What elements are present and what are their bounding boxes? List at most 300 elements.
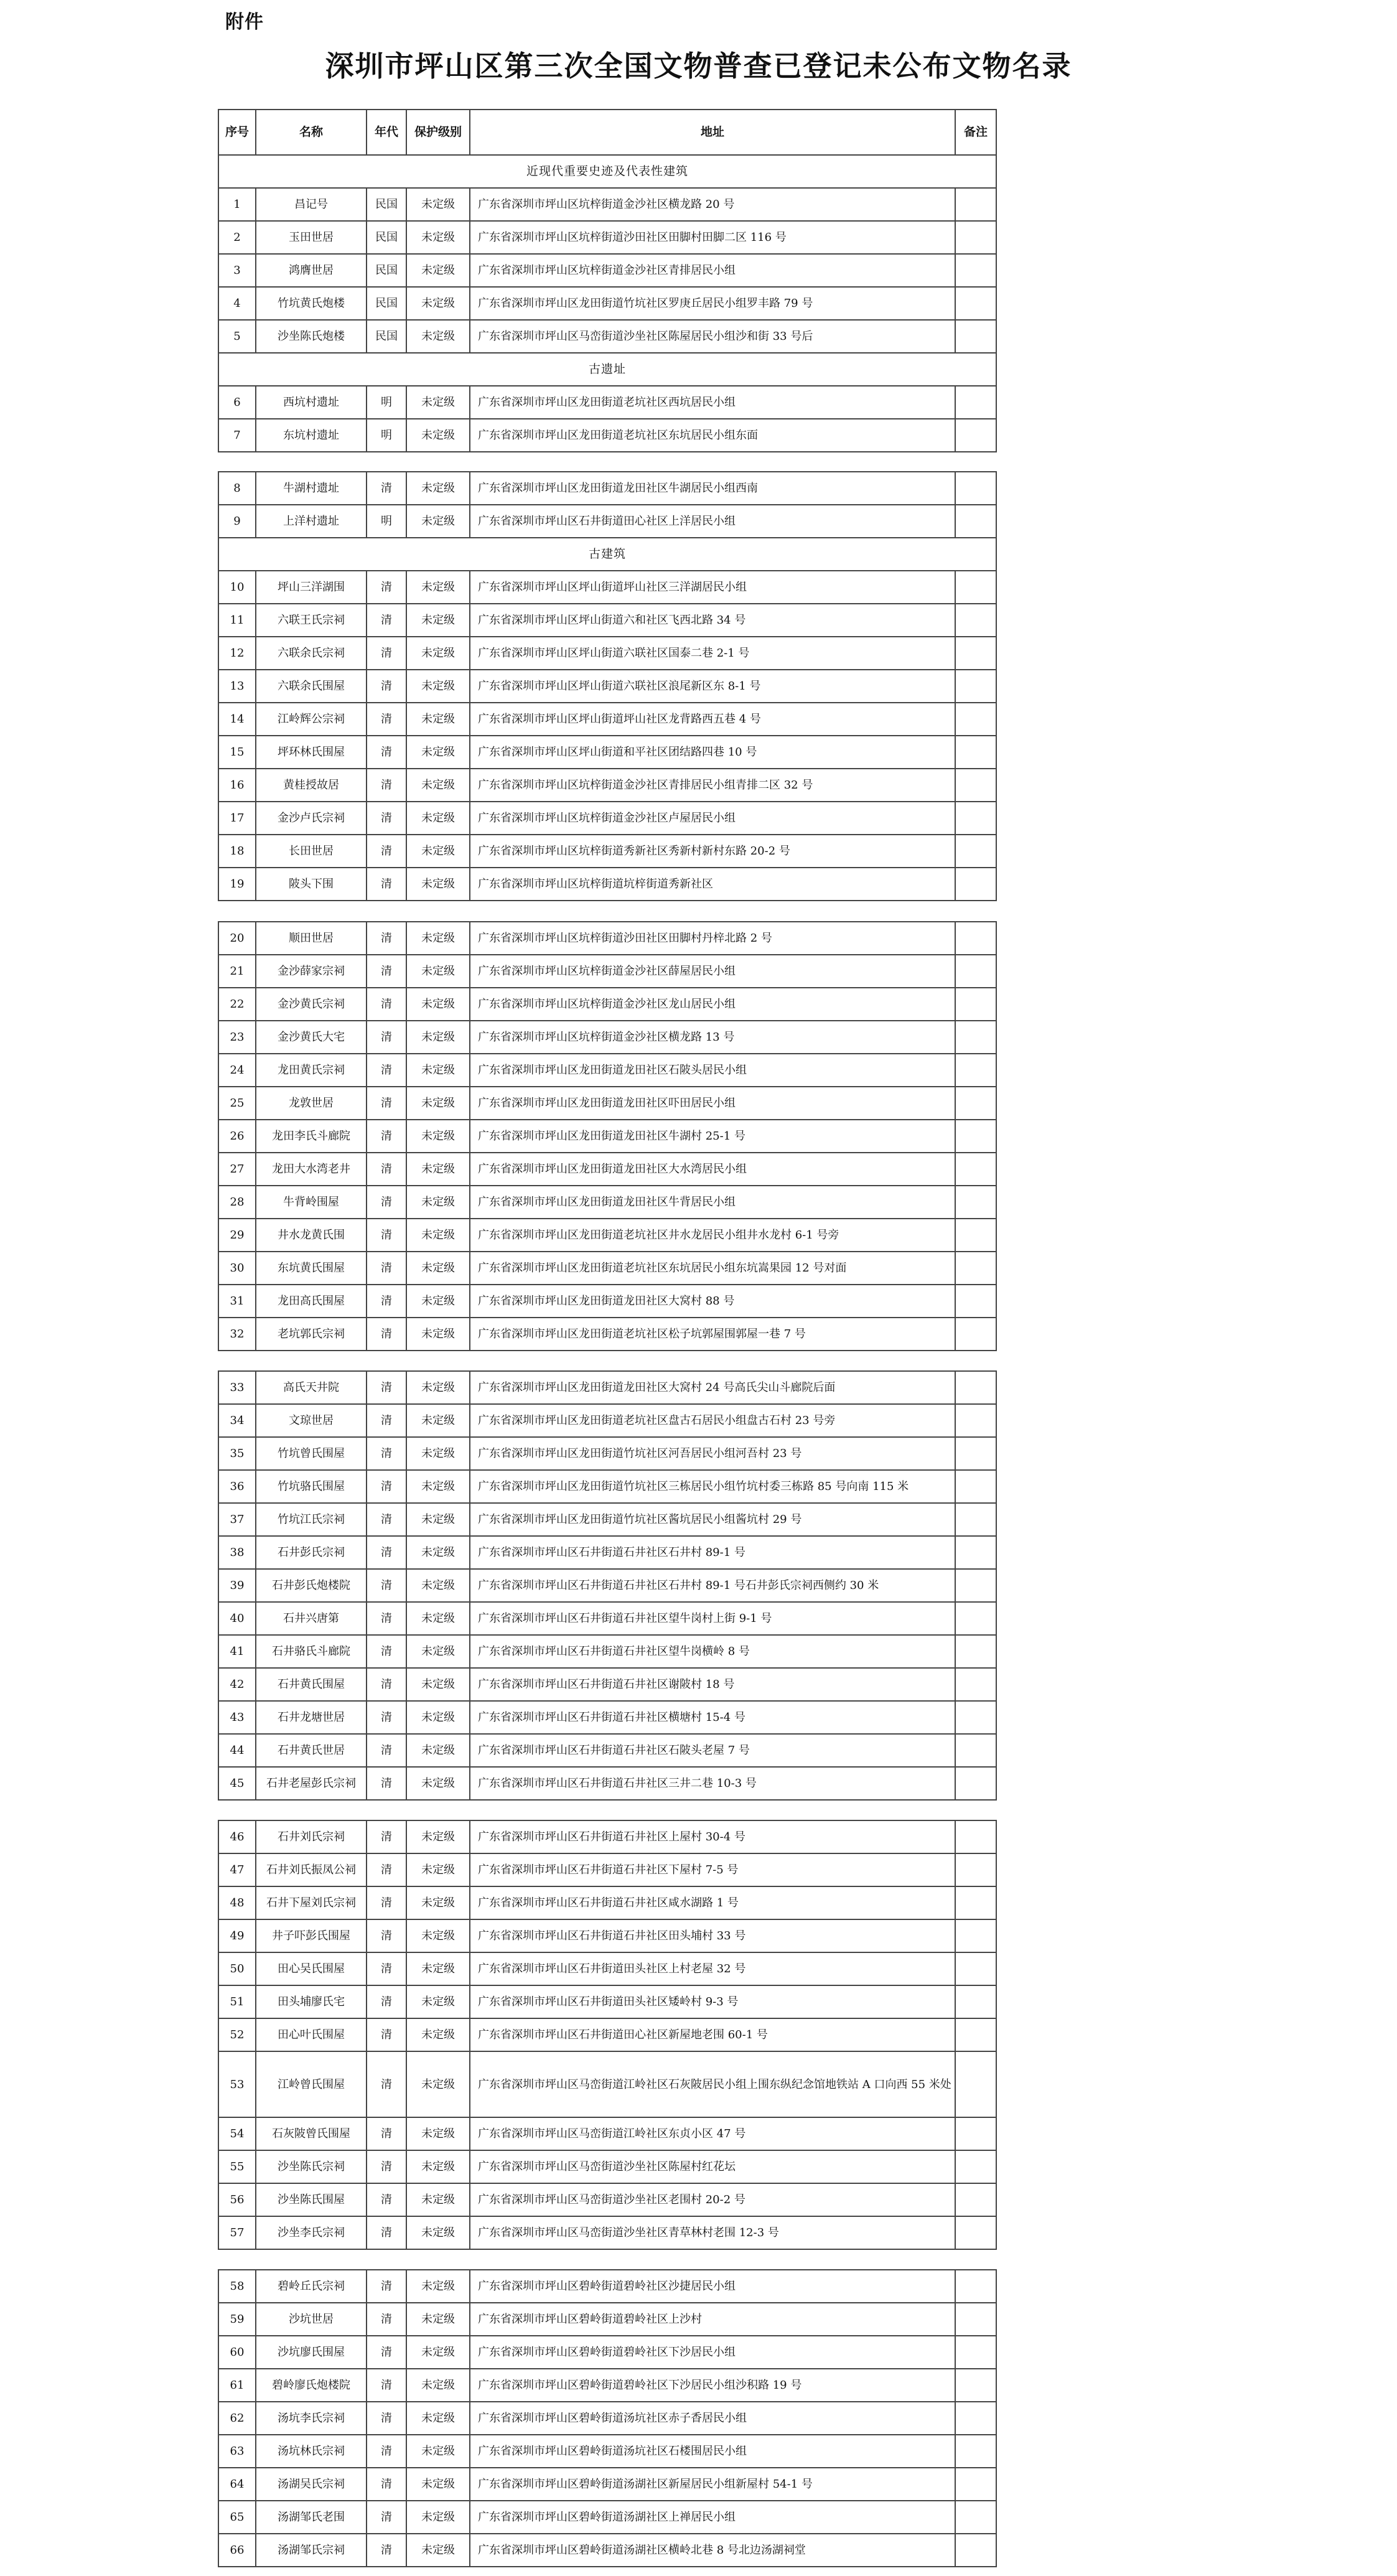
cell-no: 35 [218,1437,256,1470]
cell-remark [955,703,996,736]
cell-address: 广东省深圳市坪山区龙田街道龙田社区吓田居民小组 [470,1087,955,1120]
cell-remark [955,604,996,637]
cell-era: 清 [367,637,406,670]
table-row [218,419,996,452]
cell-name: 江岭曾氏围屋 [256,2051,367,2117]
table-row [218,703,996,736]
cell-name: 石井刘氏振凤公祠 [256,1853,367,1886]
cell-level: 未定级 [406,802,470,835]
cell-level: 未定级 [406,287,470,320]
cell-address: 广东省深圳市坪山区碧岭街道汤湖社区横岭北巷 8 号北边汤湖祠堂 [470,2534,955,2567]
cell-level: 未定级 [406,1404,470,1437]
cell-level: 未定级 [406,703,470,736]
cell-remark [955,221,996,254]
cell-level: 未定级 [406,505,470,538]
table-row [218,2183,996,2216]
cell-level: 未定级 [406,1087,470,1120]
cell-remark [955,1437,996,1470]
cell-level: 未定级 [406,1853,470,1886]
cell-address: 广东省深圳市坪山区碧岭街道汤坑社区石楼围居民小组 [470,2435,955,2468]
table-row [218,1569,996,1602]
cell-remark [955,637,996,670]
cell-remark [955,988,996,1021]
cell-name: 牛湖村遗址 [256,472,367,505]
cell-level: 未定级 [406,1503,470,1536]
cell-no: 22 [218,988,256,1021]
cell-name: 沙坐陈氏围屋 [256,2183,367,2216]
header-name: 名称 [256,110,367,155]
cell-level: 未定级 [406,2117,470,2150]
cell-address: 广东省深圳市坪山区石井街道石井社区石陂头老屋 7 号 [470,1734,955,1767]
cell-era: 清 [367,1919,406,1952]
table-row [218,2216,996,2249]
cell-address: 广东省深圳市坪山区龙田街道竹坑社区河吾居民小组河吾村 23 号 [470,1437,955,1470]
cell-address: 广东省深圳市坪山区石井街道石井社区田头埔村 33 号 [470,1919,955,1952]
cell-name: 汤坑李氏宗祠 [256,2402,367,2435]
cell-level: 未定级 [406,2435,470,2468]
cell-no: 3 [218,254,256,287]
cell-name: 汤湖邹氏宗祠 [256,2534,367,2567]
cell-address: 广东省深圳市坪山区石井街道石井社区望牛岗村上街 9-1 号 [470,1602,955,1635]
cell-name: 鸿膺世居 [256,254,367,287]
cell-no: 50 [218,1952,256,1985]
cell-no: 25 [218,1087,256,1120]
table-row [218,1186,996,1219]
cell-name: 东坑黄氏围屋 [256,1252,367,1285]
cell-no: 61 [218,2369,256,2402]
cell-remark [955,1985,996,2018]
cell-address: 广东省深圳市坪山区碧岭街道汤坑社区赤子香居民小组 [470,2402,955,2435]
cell-no: 64 [218,2468,256,2501]
cell-name: 金沙卢氏宗祠 [256,802,367,835]
cell-no: 5 [218,320,256,353]
cell-address: 广东省深圳市坪山区坪山街道六联社区国泰二巷 2-1 号 [470,637,955,670]
cell-name: 六联王氏宗祠 [256,604,367,637]
cell-level: 未定级 [406,2018,470,2051]
cell-era: 清 [367,2051,406,2117]
cell-no: 13 [218,670,256,703]
cell-level: 未定级 [406,2183,470,2216]
cell-level: 未定级 [406,1437,470,1470]
cell-address: 广东省深圳市坪山区坑梓街道金沙社区青排居民小组 [470,254,955,287]
cell-name: 沙坐陈氏炮楼 [256,320,367,353]
table-row [218,1536,996,1569]
cell-era: 清 [367,1153,406,1186]
cell-era: 清 [367,988,406,1021]
cell-no: 16 [218,769,256,802]
cell-remark [955,1602,996,1635]
cell-era: 清 [367,1470,406,1503]
cell-remark [955,2468,996,2501]
cell-era: 清 [367,2183,406,2216]
cell-no: 19 [218,868,256,901]
cell-name: 龙田黄氏宗祠 [256,1054,367,1087]
cell-level: 未定级 [406,955,470,988]
cell-address: 广东省深圳市坪山区坑梓街道金沙社区薛屋居民小组 [470,955,955,988]
cell-address: 广东省深圳市坪山区石井街道田心社区新屋地老围 60-1 号 [470,2018,955,2051]
section-row [218,538,996,571]
cell-no: 56 [218,2183,256,2216]
cell-address: 广东省深圳市坪山区龙田街道龙田社区牛背居民小组 [470,1186,955,1219]
cell-era: 清 [367,1734,406,1767]
table-row [218,287,996,320]
table-row [218,2402,996,2435]
header-no: 序号 [218,110,256,155]
cell-remark [955,1635,996,1668]
cell-address: 广东省深圳市坪山区坑梓街道金沙社区青排居民小组青排二区 32 号 [470,769,955,802]
table-row [218,188,996,221]
cell-remark [955,472,996,505]
cell-remark [955,2018,996,2051]
cell-address: 广东省深圳市坪山区坑梓街道金沙社区横龙路 13 号 [470,1021,955,1054]
cell-era: 清 [367,769,406,802]
cell-address: 广东省深圳市坪山区龙田街道老坑社区东坑居民小组东坑嵩果园 12 号对面 [470,1252,955,1285]
cell-level: 未定级 [406,2150,470,2183]
cell-name: 老坑郭氏宗祠 [256,1318,367,1351]
cell-name: 田心吴氏围屋 [256,1952,367,1985]
cell-era: 清 [367,2534,406,2567]
cell-era: 清 [367,736,406,769]
cell-name: 昌记号 [256,188,367,221]
cell-no: 38 [218,1536,256,1569]
cell-level: 未定级 [406,2051,470,2117]
cell-address: 广东省深圳市坪山区马峦街道沙坐社区陈屋居民小组沙和街 33 号后 [470,320,955,353]
cell-address: 广东省深圳市坪山区碧岭街道碧岭社区下沙居民小组 [470,2336,955,2369]
cell-era: 清 [367,2270,406,2303]
cell-era: 清 [367,1252,406,1285]
table-row [218,1153,996,1186]
cell-no: 28 [218,1186,256,1219]
cell-address: 广东省深圳市坪山区龙田街道龙田社区石陂头居民小组 [470,1054,955,1087]
table-row [218,1120,996,1153]
cell-remark [955,802,996,835]
cell-no: 23 [218,1021,256,1054]
cell-era: 民国 [367,254,406,287]
cell-level: 未定级 [406,320,470,353]
cell-remark [955,320,996,353]
cell-level: 未定级 [406,1371,470,1404]
cell-no: 39 [218,1569,256,1602]
cell-name: 竹坑黄氏炮楼 [256,287,367,320]
cell-address: 广东省深圳市坪山区龙田街道龙田社区牛湖村 25-1 号 [470,1120,955,1153]
cell-level: 未定级 [406,1186,470,1219]
cell-level: 未定级 [406,604,470,637]
cell-level: 未定级 [406,1767,470,1800]
cell-level: 未定级 [406,221,470,254]
cell-name: 玉田世居 [256,221,367,254]
cell-name: 石井老屋彭氏宗祠 [256,1767,367,1800]
cell-address: 广东省深圳市坪山区坑梓街道金沙社区龙山居民小组 [470,988,955,1021]
cell-remark [955,1919,996,1952]
list-table-block [218,921,997,1351]
cell-no: 66 [218,2534,256,2567]
cell-no: 48 [218,1886,256,1919]
cell-no: 60 [218,2336,256,2369]
cell-address: 广东省深圳市坪山区马峦街道沙坐社区老围村 20-2 号 [470,2183,955,2216]
cell-name: 石井骆氏斗廊院 [256,1635,367,1668]
cell-address: 广东省深圳市坪山区龙田街道老坑社区松子坑郭屋围郭屋一巷 7 号 [470,1318,955,1351]
cell-remark [955,1120,996,1153]
table-row [218,386,996,419]
table-row [218,955,996,988]
cell-name: 上洋村遗址 [256,505,367,538]
cell-address: 广东省深圳市坪山区石井街道石井社区三井二巷 10-3 号 [470,1767,955,1800]
cell-name: 井水龙黄氏围 [256,1219,367,1252]
table-row [218,2117,996,2150]
cell-level: 未定级 [406,736,470,769]
cell-name: 六联余氏宗祠 [256,637,367,670]
cell-address: 广东省深圳市坪山区石井街道石井社区横塘村 15-4 号 [470,1701,955,1734]
cell-no: 9 [218,505,256,538]
cell-level: 未定级 [406,1285,470,1318]
cell-name: 碧岭廖氏炮楼院 [256,2369,367,2402]
cell-name: 龙田高氏围屋 [256,1285,367,1318]
cell-remark [955,1087,996,1120]
cell-name: 文琼世居 [256,1404,367,1437]
cell-remark [955,2402,996,2435]
table-row [218,254,996,287]
cell-remark [955,188,996,221]
table-header-row [218,110,996,155]
cell-era: 清 [367,1635,406,1668]
table-row [218,1767,996,1800]
section-row [218,155,996,188]
cell-address: 广东省深圳市坪山区坑梓街道沙田社区田脚村丹梓北路 2 号 [470,922,955,955]
cell-no: 24 [218,1054,256,1087]
cell-era: 清 [367,703,406,736]
cell-no: 21 [218,955,256,988]
cell-level: 未定级 [406,1569,470,1602]
cell-no: 40 [218,1602,256,1635]
cell-era: 清 [367,571,406,604]
table-row [218,505,996,538]
cell-remark [955,1952,996,1985]
cell-name: 金沙黄氏大宅 [256,1021,367,1054]
cell-era: 清 [367,604,406,637]
cell-no: 10 [218,571,256,604]
cell-no: 4 [218,287,256,320]
table-row [218,868,996,901]
table-row [218,769,996,802]
cell-era: 清 [367,1087,406,1120]
cell-era: 清 [367,835,406,868]
table-row [218,2501,996,2534]
list-table-block [218,1370,997,1801]
cell-remark [955,2183,996,2216]
cell-remark [955,2216,996,2249]
cell-era: 清 [367,1318,406,1351]
cell-address: 广东省深圳市坪山区坪山街道和平社区团结路四巷 10 号 [470,736,955,769]
table-row [218,922,996,955]
cell-era: 民国 [367,320,406,353]
cell-address: 广东省深圳市坪山区龙田街道老坑社区东坑居民小组东面 [470,419,955,452]
cell-era: 清 [367,2402,406,2435]
table-row [218,2435,996,2468]
cell-no: 11 [218,604,256,637]
table-row [218,1252,996,1285]
cell-remark [955,1404,996,1437]
cell-name: 六联余氏围屋 [256,670,367,703]
cell-no: 27 [218,1153,256,1186]
cell-level: 未定级 [406,1734,470,1767]
cell-level: 未定级 [406,1635,470,1668]
cell-name: 龙敦世居 [256,1087,367,1120]
cell-era: 清 [367,802,406,835]
cell-no: 62 [218,2402,256,2435]
table-row [218,670,996,703]
cell-name: 石井下屋刘氏宗祠 [256,1886,367,1919]
cell-era: 清 [367,1602,406,1635]
cell-address: 广东省深圳市坪山区碧岭街道汤湖社区上禅居民小组 [470,2501,955,2534]
cell-name: 龙田大水湾老井 [256,1153,367,1186]
cell-era: 清 [367,1701,406,1734]
cell-no: 37 [218,1503,256,1536]
cell-level: 未定级 [406,1470,470,1503]
cell-no: 18 [218,835,256,868]
table-row [218,1668,996,1701]
cell-era: 清 [367,1668,406,1701]
cell-name: 沙坑廖氏围屋 [256,2336,367,2369]
cell-era: 民国 [367,287,406,320]
cell-level: 未定级 [406,2303,470,2336]
table-row [218,1985,996,2018]
cell-remark [955,1186,996,1219]
cell-remark [955,2336,996,2369]
cell-era: 清 [367,1536,406,1569]
cell-remark [955,386,996,419]
cell-address: 广东省深圳市坪山区石井街道石井社区望牛岗横岭 8 号 [470,1635,955,1668]
cell-remark [955,1701,996,1734]
table-row [218,1635,996,1668]
cell-name: 东坑村遗址 [256,419,367,452]
table-row [218,988,996,1021]
cell-address: 广东省深圳市坪山区石井街道石井社区石井村 89-1 号石井彭氏宗祠西侧约 30 米 [470,1569,955,1602]
cell-level: 未定级 [406,472,470,505]
cell-era: 清 [367,1886,406,1919]
cell-era: 清 [367,1569,406,1602]
cell-remark [955,1153,996,1186]
list-table-block [218,109,997,452]
cell-no: 43 [218,1701,256,1734]
cell-remark [955,1853,996,1886]
cell-level: 未定级 [406,769,470,802]
cell-name: 汤湖吴氏宗祠 [256,2468,367,2501]
cell-address: 广东省深圳市坪山区龙田街道龙田社区大窝村 24 号高氏尖山斗廊院后面 [470,1371,955,1404]
cell-no: 46 [218,1820,256,1853]
cell-no: 14 [218,703,256,736]
cell-name: 西坑村遗址 [256,386,367,419]
cell-no: 44 [218,1734,256,1767]
cell-no: 63 [218,2435,256,2468]
cell-address: 广东省深圳市坪山区坑梓街道坑梓街道秀新社区 [470,868,955,901]
cell-name: 黄桂授故居 [256,769,367,802]
cell-level: 未定级 [406,1701,470,1734]
cell-address: 广东省深圳市坪山区坑梓街道秀新社区秀新村新村东路 20-2 号 [470,835,955,868]
table-row [218,637,996,670]
cell-no: 20 [218,922,256,955]
cell-address: 广东省深圳市坪山区马峦街道江岭社区东贞小区 47 号 [470,2117,955,2150]
list-table-block [218,471,997,901]
cell-remark [955,868,996,901]
cell-remark [955,1886,996,1919]
table-row [218,1701,996,1734]
cell-address: 广东省深圳市坪山区石井街道田头社区矮岭村 9-3 号 [470,1985,955,2018]
cell-remark [955,2051,996,2117]
cell-level: 未定级 [406,2369,470,2402]
cell-level: 未定级 [406,1120,470,1153]
cell-level: 未定级 [406,2501,470,2534]
cell-name: 金沙黄氏宗祠 [256,988,367,1021]
cell-level: 未定级 [406,2270,470,2303]
cell-no: 57 [218,2216,256,2249]
cell-no: 42 [218,1668,256,1701]
cell-no: 2 [218,221,256,254]
cell-no: 31 [218,1285,256,1318]
table-row [218,221,996,254]
cell-no: 58 [218,2270,256,2303]
table-row [218,2336,996,2369]
cell-era: 清 [367,1853,406,1886]
cell-no: 7 [218,419,256,452]
cell-address: 广东省深圳市坪山区碧岭街道碧岭社区沙捷居民小组 [470,2270,955,2303]
table-row [218,2150,996,2183]
cell-era: 清 [367,2468,406,2501]
cell-remark [955,1668,996,1701]
cell-era: 清 [367,1186,406,1219]
cell-remark [955,505,996,538]
cell-era: 民国 [367,188,406,221]
cell-no: 65 [218,2501,256,2534]
cell-address: 广东省深圳市坪山区碧岭街道碧岭社区下沙居民小组沙积路 19 号 [470,2369,955,2402]
cell-era: 清 [367,1371,406,1404]
cell-era: 清 [367,1404,406,1437]
header-level: 保护级别 [406,110,470,155]
cell-name: 汤湖邹氏老围 [256,2501,367,2534]
cell-remark [955,736,996,769]
cell-remark [955,2369,996,2402]
table-row [218,1503,996,1536]
cell-era: 清 [367,670,406,703]
cell-name: 金沙薛家宗祠 [256,955,367,988]
cell-level: 未定级 [406,2402,470,2435]
table-row [218,320,996,353]
table-row [218,2018,996,2051]
cell-era: 清 [367,1219,406,1252]
cell-era: 清 [367,1952,406,1985]
cell-remark [955,2303,996,2336]
cell-era: 明 [367,419,406,452]
table-row [218,1886,996,1919]
cell-remark [955,2150,996,2183]
cell-address: 广东省深圳市坪山区龙田街道龙田社区牛湖居民小组西南 [470,472,955,505]
cell-no: 30 [218,1252,256,1285]
cell-address: 广东省深圳市坪山区石井街道田心社区上洋居民小组 [470,505,955,538]
cell-era: 清 [367,868,406,901]
cell-remark [955,287,996,320]
cell-remark [955,922,996,955]
cell-name: 江岭辉公宗祠 [256,703,367,736]
cell-no: 36 [218,1470,256,1503]
cell-remark [955,254,996,287]
cell-name: 竹坑曾氏围屋 [256,1437,367,1470]
cell-no: 49 [218,1919,256,1952]
cell-remark [955,1569,996,1602]
cell-name: 井子吓彭氏围屋 [256,1919,367,1952]
cell-no: 41 [218,1635,256,1668]
cell-level: 未定级 [406,1919,470,1952]
cell-remark [955,1285,996,1318]
cell-address: 广东省深圳市坪山区龙田街道老坑社区盘古石居民小组盘古石村 23 号旁 [470,1404,955,1437]
